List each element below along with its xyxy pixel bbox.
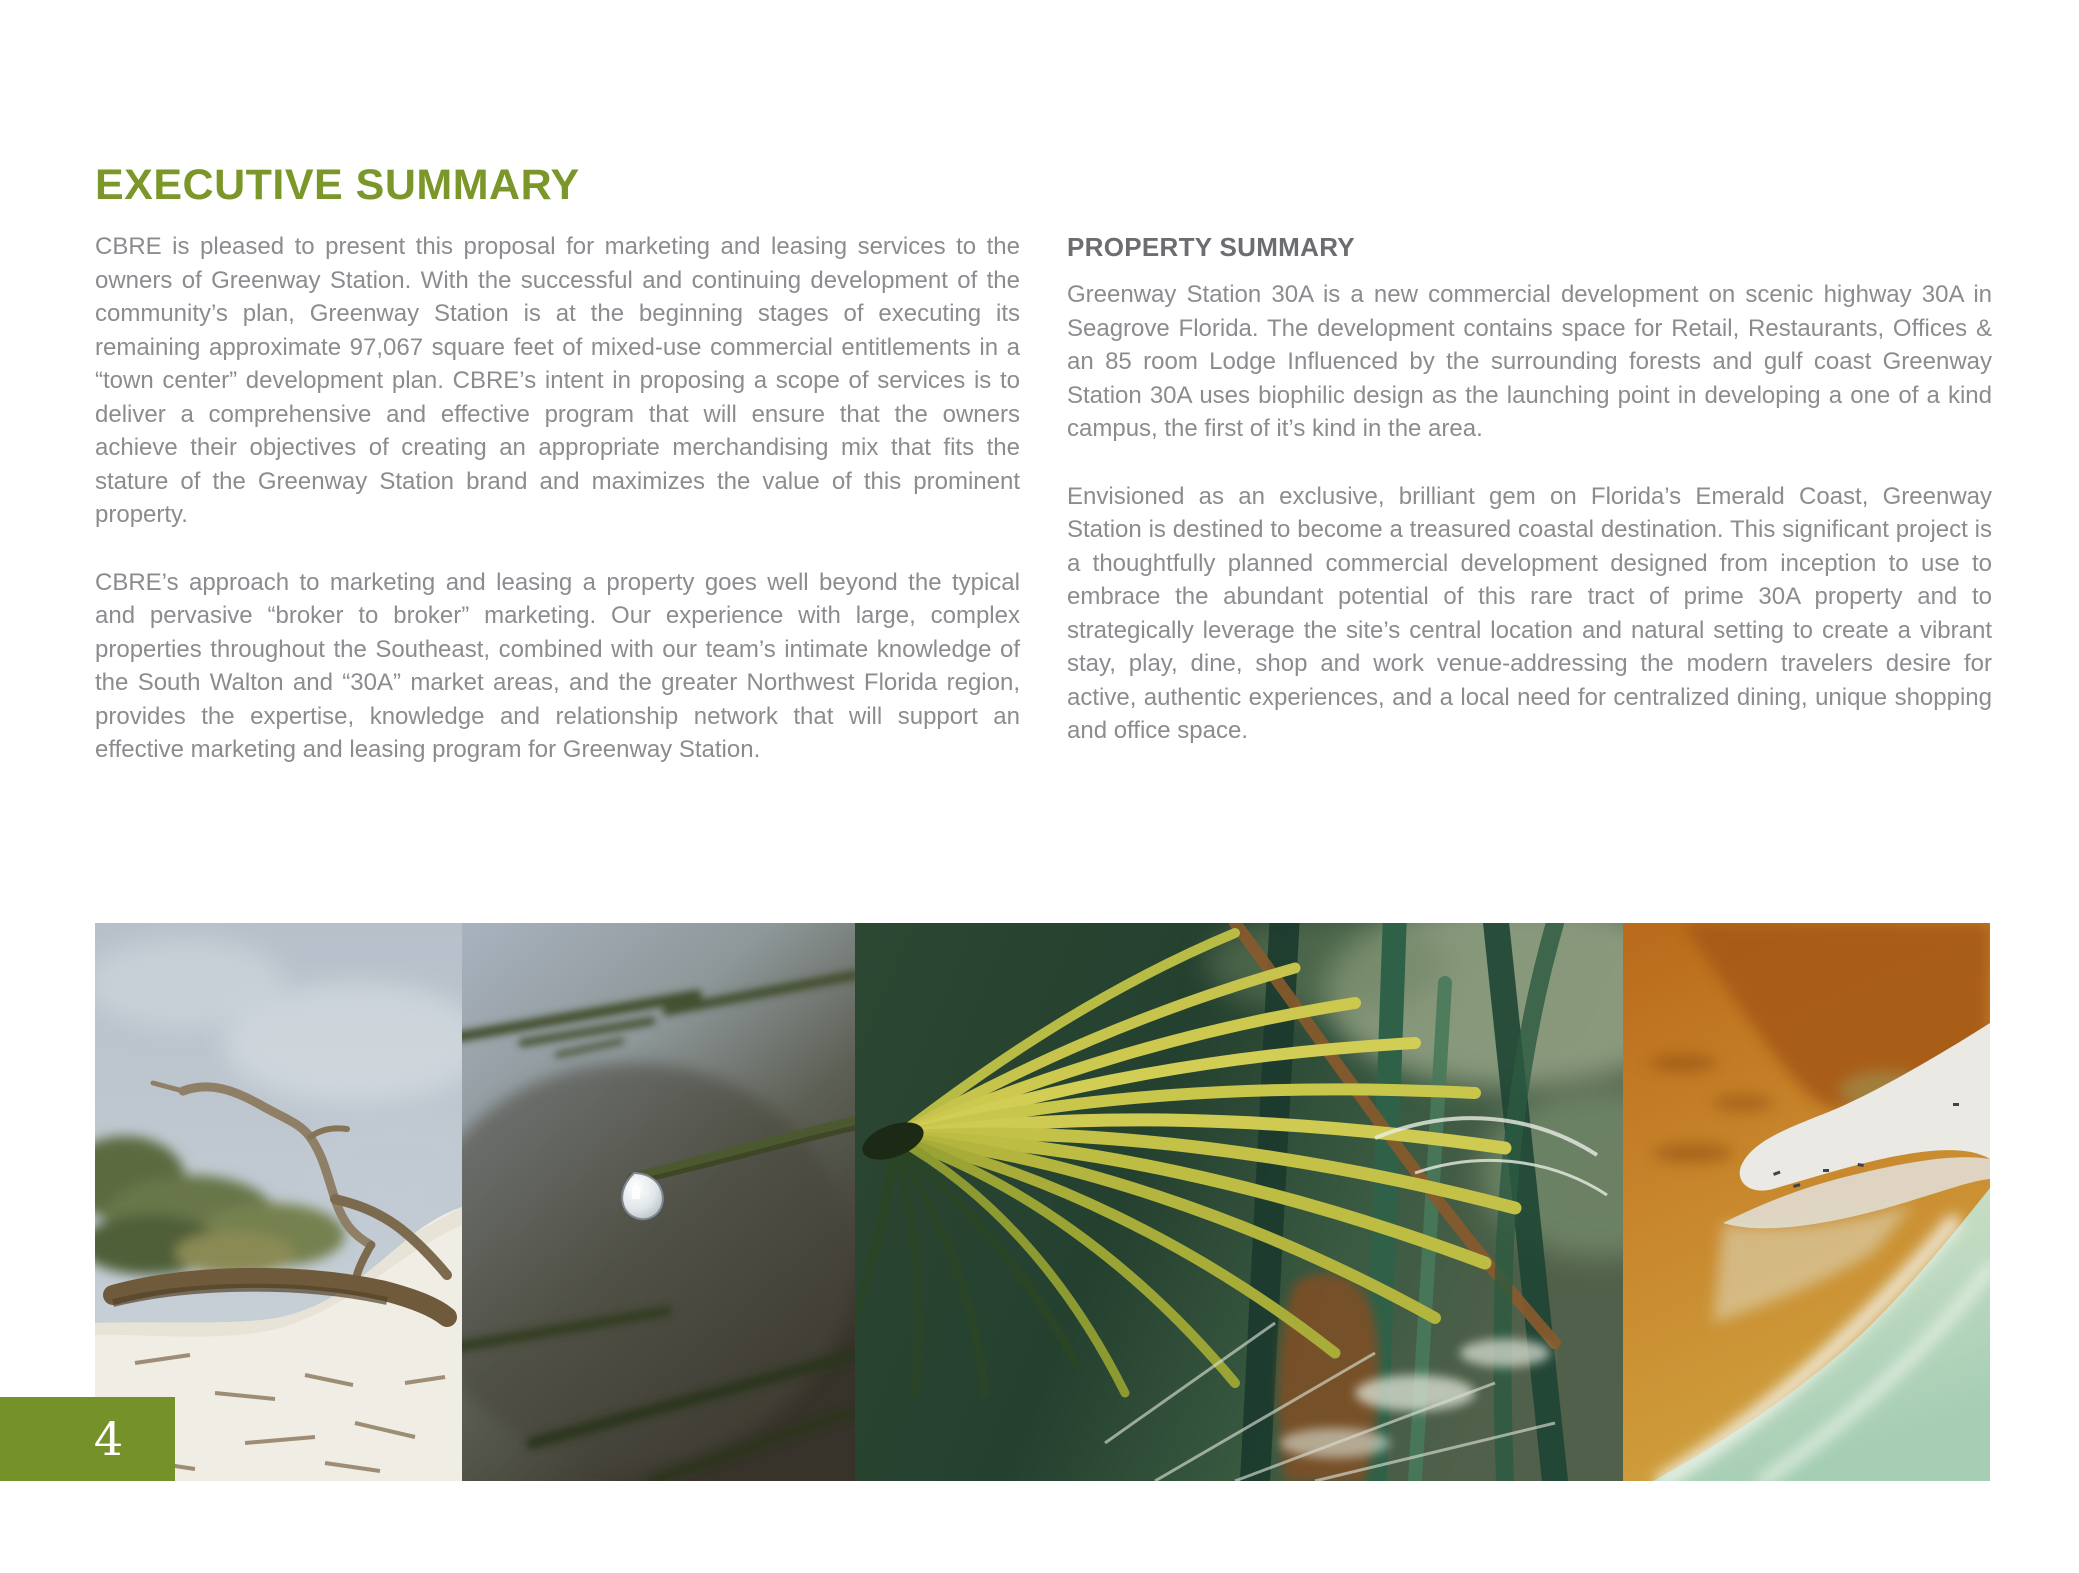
palm-frond-illustration [855,923,1623,1481]
executive-summary-paragraph-1: CBRE is pleased to present this proposal for marketing and leasing services to the owners of Greenway Station. With the successful and continuing development of the community’s plan, Greenway Station is at the beginning stages of executing its remaining approximate 97,067 square feet of mixed-use commercial entitlements in a “town center” development plan. CBRE’s intent in proposing a scope of services is to deliver a comprehensive and effective program that will ensure that the owners achieve their objectives of creating an appropriate merchandising mix that fits the stature of the Greenway Station brand and maximizes the value of this prominent property. [95,233,1020,528]
property-summary-paragraph-1: Greenway Station 30A is a new commercial development on scenic highway 30A in Seagrove Florida. The development contains space for Retail, Restaurants, Offices & an 85 room Lodge Influenced by the surrounding forests and gulf coast Greenway Station 30A uses biophilic design as the launching point in developing a one of a kind campus, the first of it’s kind in the area. [1067,281,1992,442]
aerial-beach-photo [1623,923,1990,1481]
palm-frond-photo [855,923,1623,1481]
property-summary-paragraph-2: Envisioned as an exclusive, brilliant gem on Florida’s Emerald Coast, Greenway Station is destined to become a treasured coastal destination. This significant project is a thoughtfully planned commercial development designed from inception to use to embrace the abundant potential of this rare tract of prime 30A property and to strategically leverage the site’s central location and natural setting to create a vibrant stay, play, dine, shop and work venue-addressing the modern travelers desire for active, authentic experiences, and a local need for centralized dining, unique shopping and office space. [1067,482,1992,744]
pine-needle-droplet-photo [462,923,855,1481]
aerial-beach-illustration [1623,923,1990,1481]
property-summary-section [1067,230,1992,782]
page-title: EXECUTIVE SUMMARY [95,161,580,209]
page-number: 4 [93,1412,124,1466]
executive-summary-section [95,230,1020,801]
pine-needle-illustration [462,923,855,1481]
executive-summary-paragraph-2: CBRE’s approach to marketing and leasing a property goes well beyond the typical and pervasive “broker to broker” marketing. Our experience with large, complex properties throughout the Southeast, combined with our team’s intimate knowledge of the South Walton and “30A” market areas, and the greater Northwest Florida region, provides the expertise, knowledge and relationship network that will support an effective marketing and leasing program for Greenway Station. [95,568,1020,763]
property-summary-title: PROPERTY SUMMARY [1067,232,1355,262]
page-number-badge [0,1397,175,1481]
